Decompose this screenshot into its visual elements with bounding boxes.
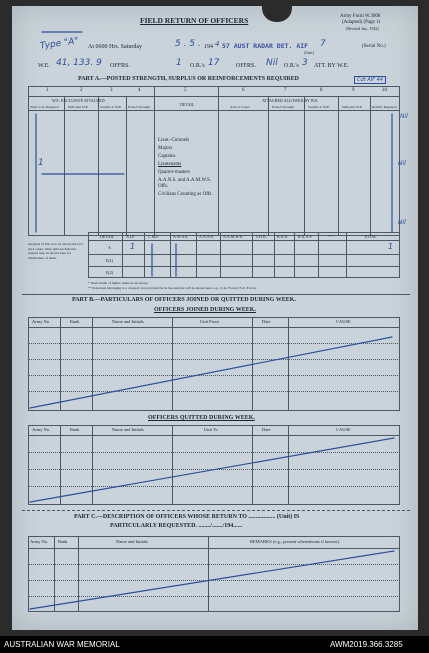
analysis-detail: DETAIL [100,234,115,239]
quitted-col-unit-to: Unit To [204,427,218,432]
sub-deficient-we: Deficient W.E. [342,105,363,109]
quitted-col-date: Date [262,427,271,432]
part-c-title: PART C.—DESCRIPTION OF OFFICERS WHOSE RETURN TO .................. (Unit) IS [74,514,300,520]
joined-col-rank: Rank [70,319,80,324]
rank-civilians: Civilians Counting as Offs. [158,192,213,197]
handwritten-nil-mid: Nil [398,160,406,167]
serial-label: (Serial No.) [362,44,386,49]
rank-aans: A.A.N.S. and A.A.M.W.S. Offs. [158,178,212,189]
col-4: 4 [138,88,141,93]
analysis-raaf: R.A.A.F. [298,234,313,239]
sub-deficient: Deficient W.E. [68,105,89,109]
offrs-label: OFFRS. [110,63,130,69]
col-5: 5 [184,88,187,93]
part-c-subtitle: PARTICULARLY REQUESTED. ......../......./194...... [110,523,243,529]
sub-total-required: Total to be Required [30,105,59,109]
analysis-row-e1: E(1) [106,258,114,263]
archive-footer [0,636,429,653]
joined-col-unit-from: Unit From [200,319,219,324]
unit-label: (Unit) [304,50,314,55]
att-label: ATT. BY W.E. [314,63,349,69]
analysis-row-a: A [108,245,111,250]
joined-title: OFFICERS JOINED DURING WEEK. [154,307,256,313]
army-form-revised: (Revised Jan., 1942) [346,26,379,31]
analysis-awas: A.W.A.S. [173,234,189,239]
handwritten-nil-bottom: Nil [398,219,406,226]
footer-institution: AUSTRALIAN WAR MEMORIAL [4,640,120,649]
unit-stamp: 57 AUST RADAR DET. AIF [222,42,309,50]
ors-label: O.R.'s [190,63,205,69]
army-form-adapted: (Adapted) (Page 1) [342,20,381,25]
we-excl-header: W.E. EXCLUSIVE ATTACHED [52,98,105,103]
col-9: 9 [352,88,355,93]
joined-col-date: Date [262,319,271,324]
handwritten-total: 1 [38,158,44,168]
offrs2-value: Nil [266,58,278,68]
analysis-note: Analysis of Part A to be shown here for ALL ranks. Only units included in surplus may be shown here for distribution of items [28,242,84,260]
year-digit: 4 [215,40,220,48]
col-2: 2 [80,88,83,93]
col-3: 3 [110,88,113,93]
form-title: FIELD RETURN OF OFFICERS [140,16,249,25]
we-value: 41, 133. 9 [56,58,102,68]
col-6: 6 [242,88,245,93]
handwritten-nil-top: Nil [400,113,408,120]
offrs2-label: OFFRS. [236,63,256,69]
analysis-total: TOTAL [364,234,377,239]
part-c-col-name: Name and Initials [116,539,148,544]
year-label: 194 [204,44,213,50]
analysis-footnote-1: * Insert detail of higher ranks as necessary. [88,281,149,285]
analysis-total-value: 1 [388,242,394,251]
sub-posted-strength: Posted Strength [272,105,295,109]
col-7: 7 [284,88,287,93]
detail-header: DETAIL [180,102,195,107]
analysis-aamws: A.A.M.W.S. [223,234,243,239]
quitted-col-cause: CAUSE [336,427,351,432]
part-b-title: PART B.—PARTICULARS OF OFFICERS JOINED OR QUITTED DURING WEEK. [72,297,296,303]
offrs-value: 1 [176,58,182,68]
form-sheet [12,6,418,630]
rank-majors: Majors [158,146,173,151]
part-a-annotation: Cdt AIF 44 [354,76,386,84]
sub-surplus-we: Surplus to W.E. [308,105,330,109]
analysis-cmf: C.M.F. [148,234,160,239]
part-c-strike-line [30,551,394,609]
rank-qm: Quarter-masters [158,170,191,175]
ors-value: 17 [208,58,220,68]
part-a-title: PART A.—POSTED STRENGTH, SURPLUS OR REINFORCEMENTS REQUIRED [78,76,299,82]
sub-arm-corps: Arm or Corps [230,105,250,109]
sub-reinfts: Reinf'ts Required [372,105,397,109]
analysis-aans: A.A.N.S. [199,234,214,239]
pen-strokes [12,6,418,630]
quitted-col-army-no: Army No. [32,427,51,432]
at-line-label: At 0600 Hrs. Saturday [88,44,142,50]
col-8: 8 [320,88,323,93]
analysis-footnote-2: ** Personnel belonging to a category not provided for in the analysis will be shown here, e.g., U.K. Forces; N.Z. Forces. [88,286,257,290]
joined-col-army-no: Army No. [32,319,51,324]
type-annotation: Type "A" [39,36,80,52]
footer-accession-number: AWM2019.366.3285 [330,640,403,649]
rank-captains: Captains [158,154,176,159]
joined-col-cause: CAUSE [336,319,351,324]
part-c-col-rank: Rank [58,539,68,544]
part-c-col-army-no: Army No. [30,539,49,544]
quitted-title: OFFICERS QUITTED DURING WEEK. [148,415,255,421]
analysis-row-e2: E(2) [106,270,114,275]
ors2-value: 3 [302,58,308,68]
part-c-col-remarks: REMARKS (e.g., present whereabouts if known). [250,539,340,544]
ors2-label: O.R.'s [284,63,299,69]
analysis-aif-value: 1 [130,242,136,251]
sub-posted: Posted Strength [128,105,151,109]
joined-strike-line [30,337,392,408]
joined-col-name: Name and Initials [112,319,144,324]
quitted-col-rank: Rank [70,427,80,432]
analysis-ran: R.A.N. [277,234,289,239]
rank-lt-col: Lieut.-Colonels [158,138,190,143]
col-1: 1 [46,88,49,93]
attached-header: ATTACHED ALLOWED BY W.E. [262,98,319,103]
army-form-number: Army Form W.3008 [340,14,381,19]
quitted-col-name: Name and Initials [112,427,144,432]
analysis-civil: CIVIL [256,234,267,239]
serial-handwritten: 7 [320,39,326,49]
sub-surplus: Surplus to W.E. [100,105,122,109]
date-handwritten: 5 . 5 . [175,39,201,49]
analysis-aif: A.I.F. [126,234,136,239]
rank-lieutenants: Lieutenants [158,162,182,167]
col-10: 10 [382,88,387,93]
quitted-strike-line [30,438,394,502]
analysis-other: * * [328,234,333,239]
we-label: W.E. [38,63,50,69]
